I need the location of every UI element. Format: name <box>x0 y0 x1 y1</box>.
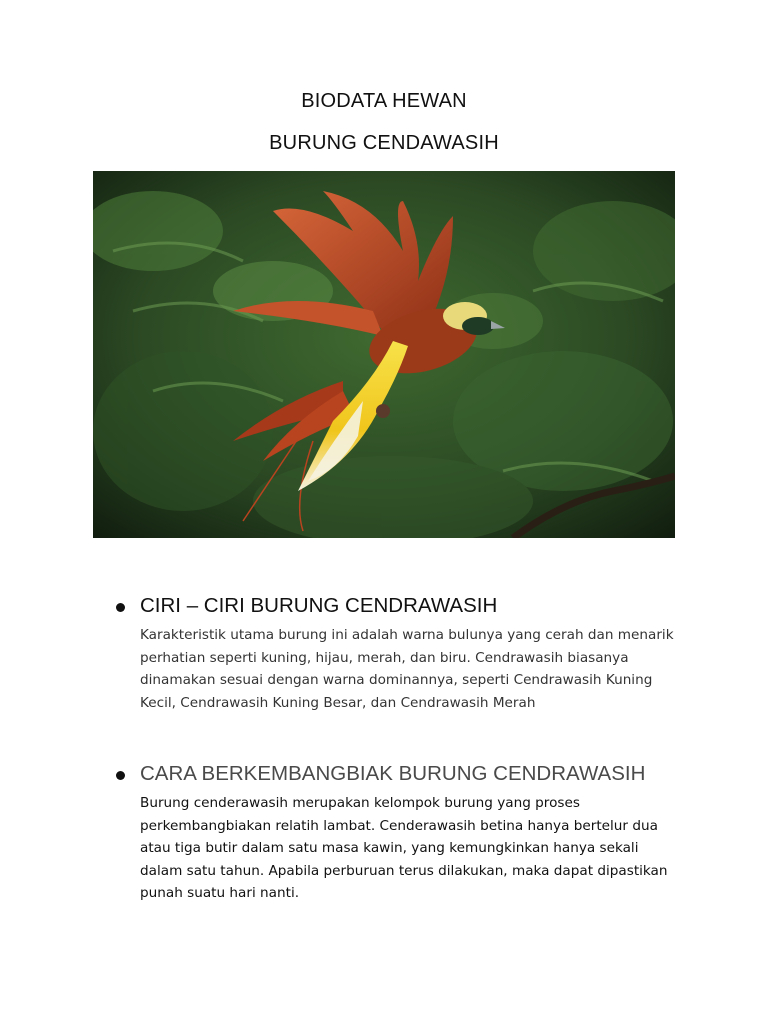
bullet-icon <box>116 603 125 612</box>
section-heading-row <box>116 594 686 624</box>
bird-of-paradise-photo <box>93 171 675 538</box>
section-body: Burung cenderawasih merupakan kelompok burung yang proses perkembangbiakan relatih lambat. Cenderawasih betina hanya bertelur dua atau tiga butir dalam satu masa kawin, yang kemungkinkan hanya sekali dalam satu tahun. Apabila perburuan terus dilakukan, maka dapat dipastikan punah suatu hari nanti. <box>140 795 668 901</box>
bullet-icon <box>116 771 125 780</box>
section-heading: CIRI – CIRI BURUNG CENDRAWASIH <box>140 594 498 617</box>
section-heading: CARA BERKEMBANGBIAK BURUNG CENDRAWASIH <box>140 762 646 785</box>
section-berkembangbiak <box>116 762 686 905</box>
document-title: BIODATA HEWAN <box>301 90 467 112</box>
section-ciri <box>116 594 686 714</box>
document-subtitle: BURUNG CENDAWASIH <box>269 132 499 154</box>
section-heading-row <box>116 762 686 792</box>
section-body: Karakteristik utama burung ini adalah warna bulunya yang cerah dan menarik perhatian seperti kuning, hijau, merah, dan biru. Cendrawasih biasanya dinamakan sesuai dengan warna dominannya, seperti Cendrawasih Kuning Kecil, Cendrawasih Kuning Besar, dan Cendrawasih Merah <box>140 627 674 711</box>
